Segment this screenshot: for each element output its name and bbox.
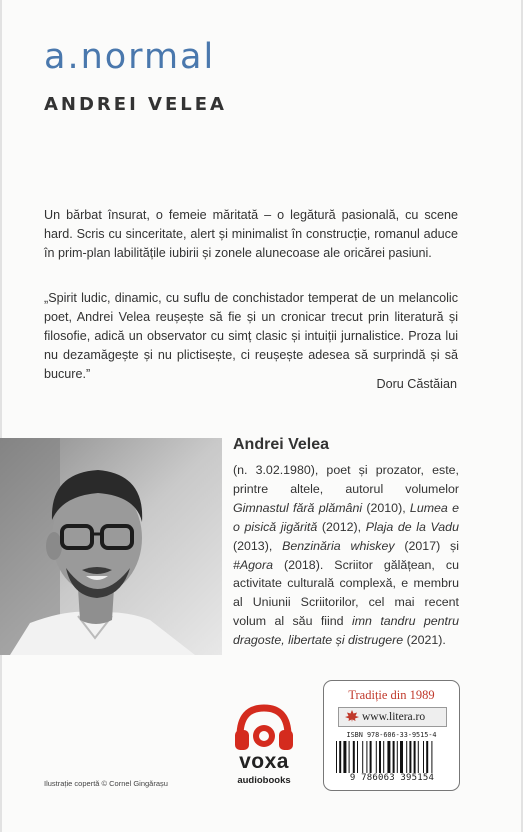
website-box <box>338 707 447 727</box>
author-photo <box>0 438 222 655</box>
bio-name: Andrei Velea <box>233 436 330 453</box>
bio-text: (2017) și <box>394 538 460 553</box>
book-author: ANDREI VELEA <box>44 94 227 115</box>
voxa-sub: audiobooks <box>237 775 291 786</box>
voxa-logo <box>226 700 302 796</box>
headphones-icon <box>226 700 302 752</box>
maple-leaf-icon <box>345 710 359 722</box>
bio-text: (2012), <box>317 519 366 534</box>
book-title: a.normal <box>44 37 216 77</box>
bio-work: Lumea e o pisică jigărită <box>233 500 459 534</box>
bio-work: Benzinăria whiskey <box>282 538 395 553</box>
bio-text: (2013), <box>233 538 283 553</box>
bio-text: (2021). <box>403 633 446 648</box>
bio-work: #Agora <box>233 557 273 572</box>
cover-credit: Ilustrație copertă © Cornel Gingărașu <box>44 779 168 788</box>
tradition-label: Tradiție din 1989 <box>348 688 435 702</box>
bio-text: (2018). Scriitor gălățean, cu activitate culturală complexă, e membru al Uniunii Scriitorilor, cel mai recent volum al său fiind <box>233 557 459 629</box>
bio-text: (2010), <box>362 500 410 515</box>
bio-work: Plaja de la Vadu <box>365 519 459 534</box>
barcode-number: 9 786063 395154 <box>349 773 435 783</box>
bio-text: (n. 3.02.1980), poet și prozator, este, printre altele, autorul volumelor <box>233 463 459 496</box>
bio-work: Gimnastul fără plămâni <box>233 500 363 515</box>
author-bio <box>233 461 459 650</box>
quote-author: Doru Căstăian <box>376 377 457 391</box>
bio-work: imn tandru pentru dragoste, libertate și distrugere <box>233 614 459 648</box>
left-edge <box>0 0 2 832</box>
blurb-paragraph: Un bărbat însurat, o femeie măritată – o legătură pasională, cu scene hard. Scris cu sinceritate, alert și minimalist în construcție, romanul aduce în prim-plan labilitățile iubirii și zonele alunecoase ale oricărei pasiuni. <box>44 208 458 260</box>
website-label: www.litera.ro <box>362 711 426 723</box>
blurb-quote: „Spirit ludic, dinamic, cu suflu de conchistador temperat de un melancolic poet, Andrei Velea reușește să fie și un cronicar trecut prin literatură și filosofie, adică un observator cu simț clasic și intuiții jurnalistice. Proza lui nu dezamăgește și nu plictisește, ci reușește adesea să surprindă și să bucure.” <box>44 291 458 381</box>
barcode-box <box>323 680 460 791</box>
isbn-label: ISBN 978-606-33-9515-4 <box>346 731 437 739</box>
barcode-icon <box>336 741 447 773</box>
voxa-name: voxa <box>239 750 289 773</box>
